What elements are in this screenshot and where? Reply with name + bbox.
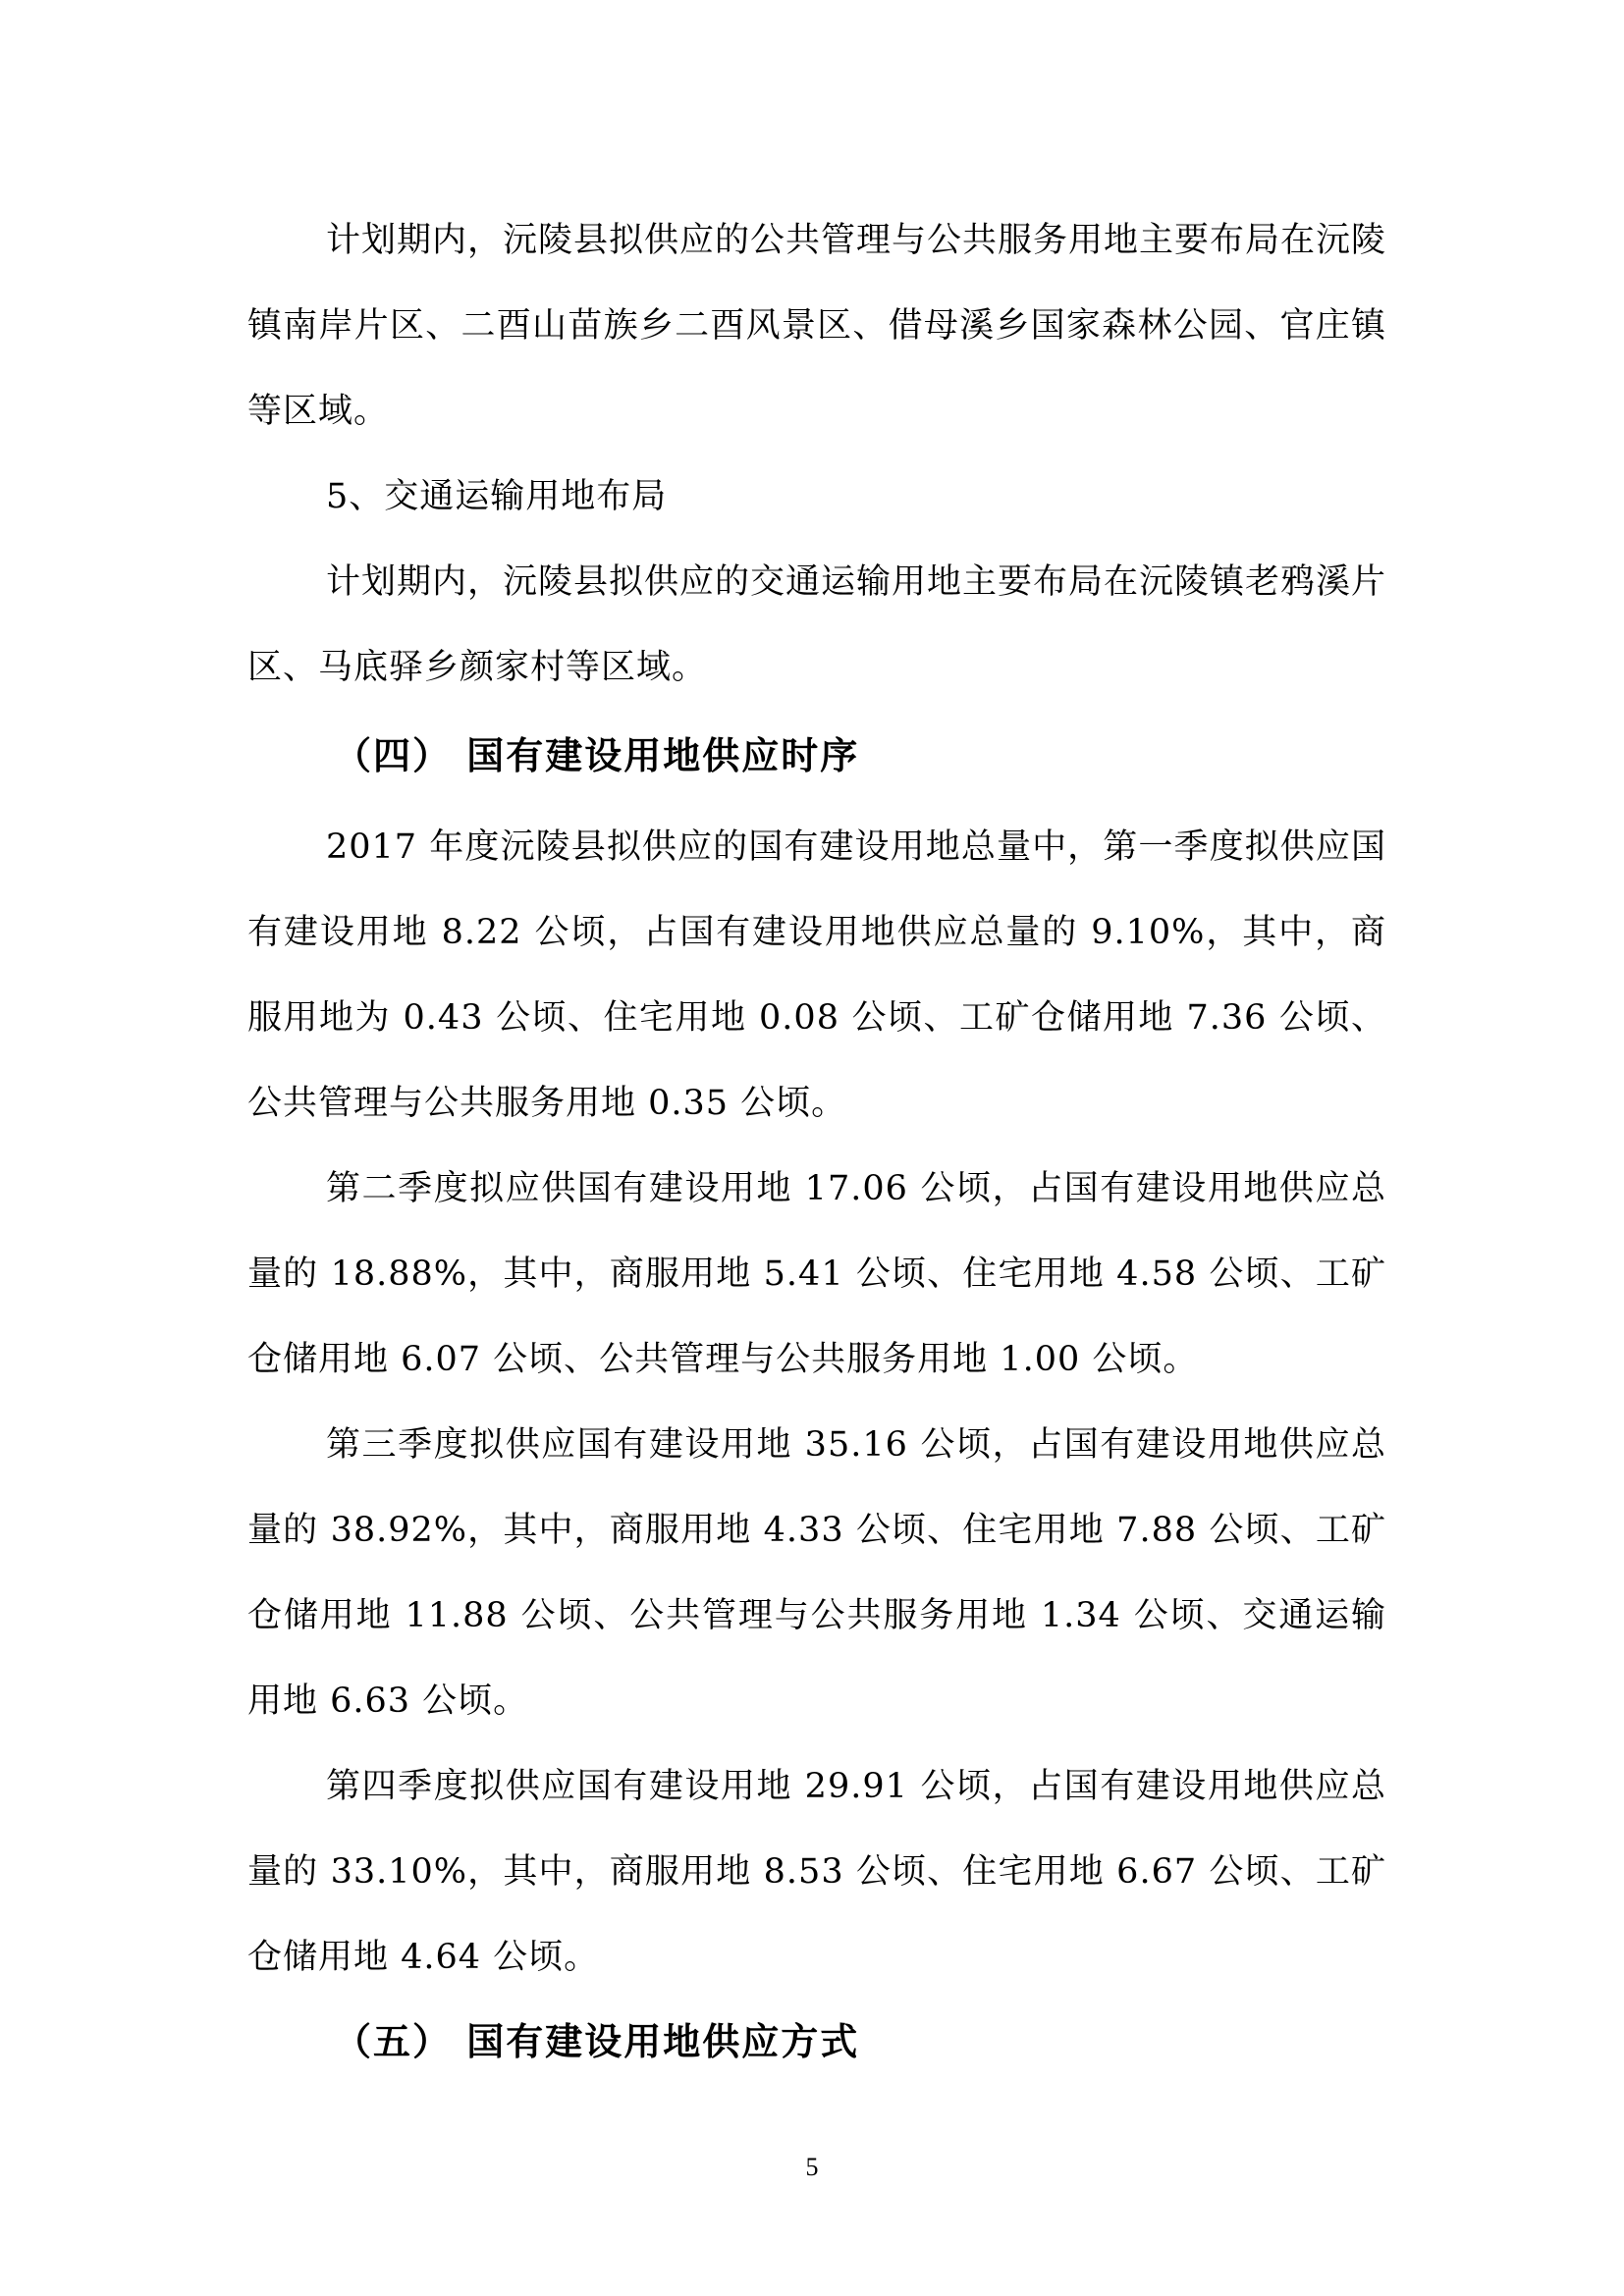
paragraph-q1-supply: 2017 年度沅陵县拟供应的国有建设用地总量中，第一季度拟供应国有建设用地 8.22 公顷，占国有建设用地供应总量的 9.10%，其中，商服用地为 0.43 公顷、住宅用地 0.08 公顷、工矿仓储用地 7.36 公顷、公共管理与公共服务用地 0.35 公顷。 [247,828,1386,1123]
subheading-transport-layout: 5、交通运输用地布局 [326,477,668,516]
heading-supply-method: （五） 国有建设用地供应方式 [334,2019,860,2063]
paragraph-public-service-layout: 计划期内，沅陵县拟供应的公共管理与公共服务用地主要布局在沅陵镇南岸片区、二酉山苗族乡二酉风景区、借母溪乡国家森林公园、官庄镇等区域。 [247,221,1387,431]
paragraph-q2-supply: 第二季度拟应供国有建设用地 17.06 公顷，占国有建设用地供应总量的 18.88%，其中，商服用地 5.41 公顷、住宅用地 4.58 公顷、工矿仓储用地 6.07 公顷、公共管理与公共服务用地 1.00 公顷。 [247,1169,1386,1379]
page-number: 5 [805,2153,819,2181]
heading-supply-sequence: （四） 国有建设用地供应时序 [334,733,860,777]
paragraph-transport-layout: 计划期内，沅陵县拟供应的交通运输用地主要布局在沅陵镇老鸦溪片区、马底驿乡颜家村等区域。 [247,562,1387,687]
paragraph-q4-supply: 第四季度拟供应国有建设用地 29.91 公顷，占国有建设用地供应总量的 33.10%，其中，商服用地 8.53 公顷、住宅用地 6.67 公顷、工矿仓储用地 4.64 公顷。 [247,1767,1386,1977]
paragraph-q3-supply: 第三季度拟供应国有建设用地 35.16 公顷，占国有建设用地供应总量的 38.92%，其中，商服用地 4.33 公顷、住宅用地 7.88 公顷、工矿仓储用地 11.88 公顷、公共管理与公共服务用地 1.34 公顷、交通运输用地 6.63 公顷。 [247,1425,1386,1721]
